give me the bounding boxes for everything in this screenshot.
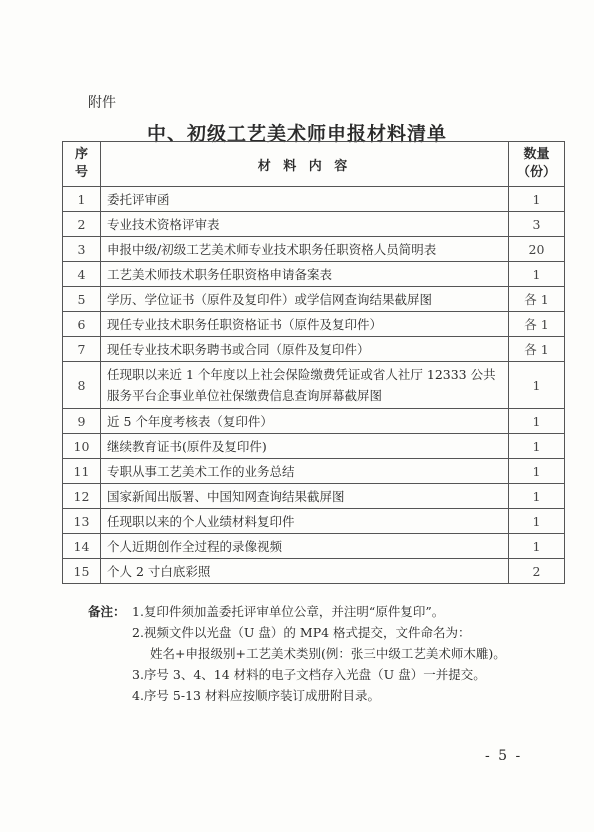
row-index: 5 — [63, 287, 101, 312]
notes-section — [88, 601, 568, 706]
row-content: 工艺美术师技术职务任职资格申请备案表 — [101, 262, 509, 287]
table-row — [63, 362, 565, 409]
row-index: 2 — [63, 212, 101, 237]
row-index: 8 — [63, 362, 101, 409]
row-index: 1 — [63, 187, 101, 212]
table-row — [63, 434, 565, 459]
table-header-row — [63, 142, 565, 187]
row-content: 继续教育证书(原件及复印件) — [101, 434, 509, 459]
row-index: 14 — [63, 534, 101, 559]
row-content: 委托评审函 — [101, 187, 509, 212]
row-quantity: 1 — [509, 409, 565, 434]
table-row — [63, 262, 565, 287]
note-1: 备注： 1.复印件须加盖委托评审单位公章，并注明“原件复印”。 — [88, 601, 568, 622]
note-2-continued: 姓名+申报级别+工艺美术类别(例：张三中级工艺美术师木雕)。 — [150, 646, 506, 661]
row-quantity: 20 — [509, 237, 565, 262]
row-index: 10 — [63, 434, 101, 459]
note-3: 3.序号 3、4、14 材料的电子文档存入光盘（U 盘）一并提交。 — [132, 667, 486, 682]
row-quantity: 1 — [509, 362, 565, 409]
row-index: 11 — [63, 459, 101, 484]
table-row — [63, 459, 565, 484]
table-row — [63, 187, 565, 212]
row-quantity: 1 — [509, 187, 565, 212]
row-quantity: 1 — [509, 534, 565, 559]
table-row — [63, 484, 565, 509]
row-quantity: 1 — [509, 262, 565, 287]
row-content: 现任专业技术职务任职资格证书（原件及复印件） — [101, 312, 509, 337]
row-quantity: 1 — [509, 509, 565, 534]
header-index: 序 号 — [63, 142, 101, 187]
row-content: 任现职以来的个人业绩材料复印件 — [101, 509, 509, 534]
row-index: 15 — [63, 559, 101, 584]
row-quantity: 1 — [509, 434, 565, 459]
row-quantity: 2 — [509, 559, 565, 584]
row-content: 学历、学位证书（原件及复印件）或学信网查询结果截屏图 — [101, 287, 509, 312]
row-content: 个人近期创作全过程的录像视频 — [101, 534, 509, 559]
row-index: 12 — [63, 484, 101, 509]
note-4: 4.序号 5-13 材料应按顺序装订成册附目录。 — [132, 688, 380, 703]
row-quantity: 各 1 — [509, 337, 565, 362]
row-index: 6 — [63, 312, 101, 337]
row-content: 专业技术资格评审表 — [101, 212, 509, 237]
table-row — [63, 212, 565, 237]
row-quantity: 各 1 — [509, 312, 565, 337]
row-content: 专职从事工艺美术工作的业务总结 — [101, 459, 509, 484]
table-row — [63, 534, 565, 559]
table-row — [63, 559, 565, 584]
row-content: 近 5 个年度考核表（复印件） — [101, 409, 509, 434]
header-content: 材 料 内 容 — [101, 142, 509, 187]
row-content: 现任专业技术职务聘书或合同（原件及复印件） — [101, 337, 509, 362]
page-title: 中、初级工艺美术师申报材料清单 — [146, 123, 447, 145]
table-row — [63, 312, 565, 337]
note-2: 2.视频文件以光盘（U 盘）的 MP4 格式提交，文件命名为： — [132, 625, 471, 640]
row-index: 7 — [63, 337, 101, 362]
row-quantity: 1 — [509, 459, 565, 484]
row-quantity: 3 — [509, 212, 565, 237]
table-row — [63, 287, 565, 312]
row-index: 9 — [63, 409, 101, 434]
table-row — [63, 509, 565, 534]
row-content: 申报中级/初级工艺美术师专业技术职务任职资格人员简明表 — [101, 237, 509, 262]
notes-label: 备注： — [88, 604, 126, 619]
row-quantity: 1 — [509, 484, 565, 509]
row-index: 13 — [63, 509, 101, 534]
materials-table — [62, 141, 565, 584]
table-row — [63, 409, 565, 434]
page-number: - 5 - — [485, 748, 523, 764]
header-quantity: 数量 （份） — [509, 142, 565, 187]
row-content: 任现职以来近 1 个年度以上社会保险缴费凭证或省人社厅 12333 公共服务平台企事业单位社保缴费信息查询屏幕截屏图 — [101, 362, 509, 409]
row-index: 4 — [63, 262, 101, 287]
attachment-label: 附件 — [88, 95, 116, 111]
row-content: 国家新闻出版署、中国知网查询结果截屏图 — [101, 484, 509, 509]
row-quantity: 各 1 — [509, 287, 565, 312]
row-content: 个人 2 寸白底彩照 — [101, 559, 509, 584]
row-index: 3 — [63, 237, 101, 262]
table-row — [63, 237, 565, 262]
table-row — [63, 337, 565, 362]
